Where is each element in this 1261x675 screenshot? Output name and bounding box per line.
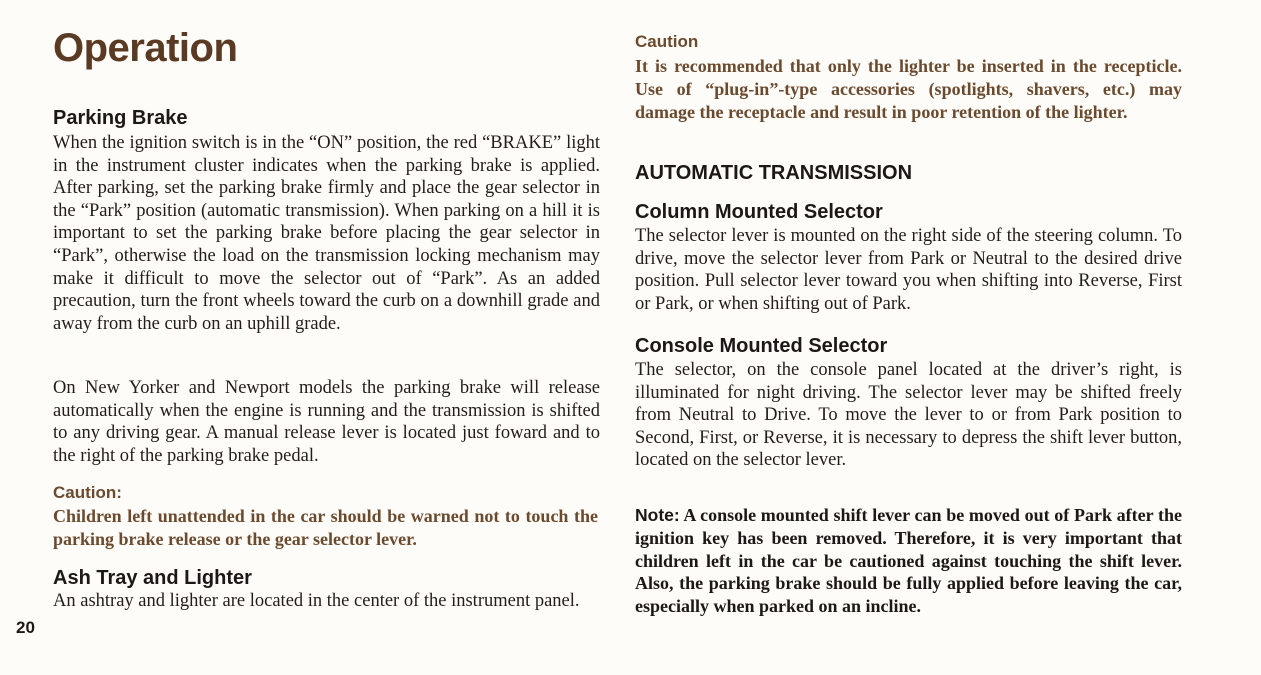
- caution-text: Children left unattended in the car should be warned not to touch the parking brake release or the gear selector lever.: [53, 506, 598, 549]
- automatic-transmission-heading: AUTOMATIC TRANSMISSION: [635, 162, 913, 184]
- console-selector-heading: Console Mounted Selector: [635, 335, 888, 357]
- column-selector-text: The selector lever is mounted on the right side of the steering column. To drive, move the selector lever from Park or Neutral to the desired drive position. Pull selector lever toward you when shifting into Reverse, First or Park, or when shifting out of Park.: [635, 226, 1182, 314]
- lighter-caution-text: It is recommended that only the lighter be inserted in the recepticle. Use of “plug-in”-type accessories (spotlights, shavers, etc.) may damage the receptacle and result in poor retention of the lighter.: [635, 56, 1182, 122]
- column-selector-heading: Column Mounted Selector: [635, 201, 883, 223]
- caution-label: Caution:: [53, 483, 122, 502]
- page-number: 20: [16, 618, 35, 637]
- ash-tray-heading: Ash Tray and Lighter: [53, 567, 252, 589]
- parking-brake-heading: Parking Brake: [53, 107, 188, 129]
- console-selector-text: The selector, on the console panel located at the driver’s right, is illuminated for night driving. The selector lever may be shifted freely from Neutral to Drive. To move the lever to or from Park position to Second, First, or Reverse, it is necessary to depress the shift lever button, located on the selector lever.: [635, 360, 1182, 471]
- parking-brake-paragraph-1: When the ignition switch is in the “ON” position, the red “BRAKE” light in the instrument cluster indicates when the parking brake is applied. After parking, set the parking brake firmly and place the gear selector in the “Park” position (automatic transmission). When parking on a hill it is important to set the parking brake before placing the gear selector in “Park”, otherwise the load on the transmission locking mechanism may make it difficult to move the selector out of “Park”. As an added precaution, turn the front wheels toward the curb on a downhill grade and away from the curb on an uphill grade.: [53, 133, 600, 334]
- parking-brake-paragraph-2: On New Yorker and Newport models the parking brake will release automatically when the engine is running and the transmission is shifted to any driving gear. A manual release lever is located just foward and to the right of the parking brake pedal.: [53, 378, 600, 466]
- ash-tray-text: An ashtray and lighter are located in the center of the instrument panel.: [53, 591, 580, 611]
- note-paragraph: [635, 504, 1182, 618]
- note-text: A console mounted shift lever can be moved out of Park after the ignition key has been removed. Therefore, it is very important that children left in the car be cautioned against touching the shift lever. Also, the parking brake should be fully applied before leaving the car, especially when parked on an incline.: [635, 505, 1182, 617]
- note-label: Note:: [635, 505, 680, 525]
- page-title: Operation: [53, 26, 238, 70]
- lighter-caution-label: Caution: [635, 32, 699, 51]
